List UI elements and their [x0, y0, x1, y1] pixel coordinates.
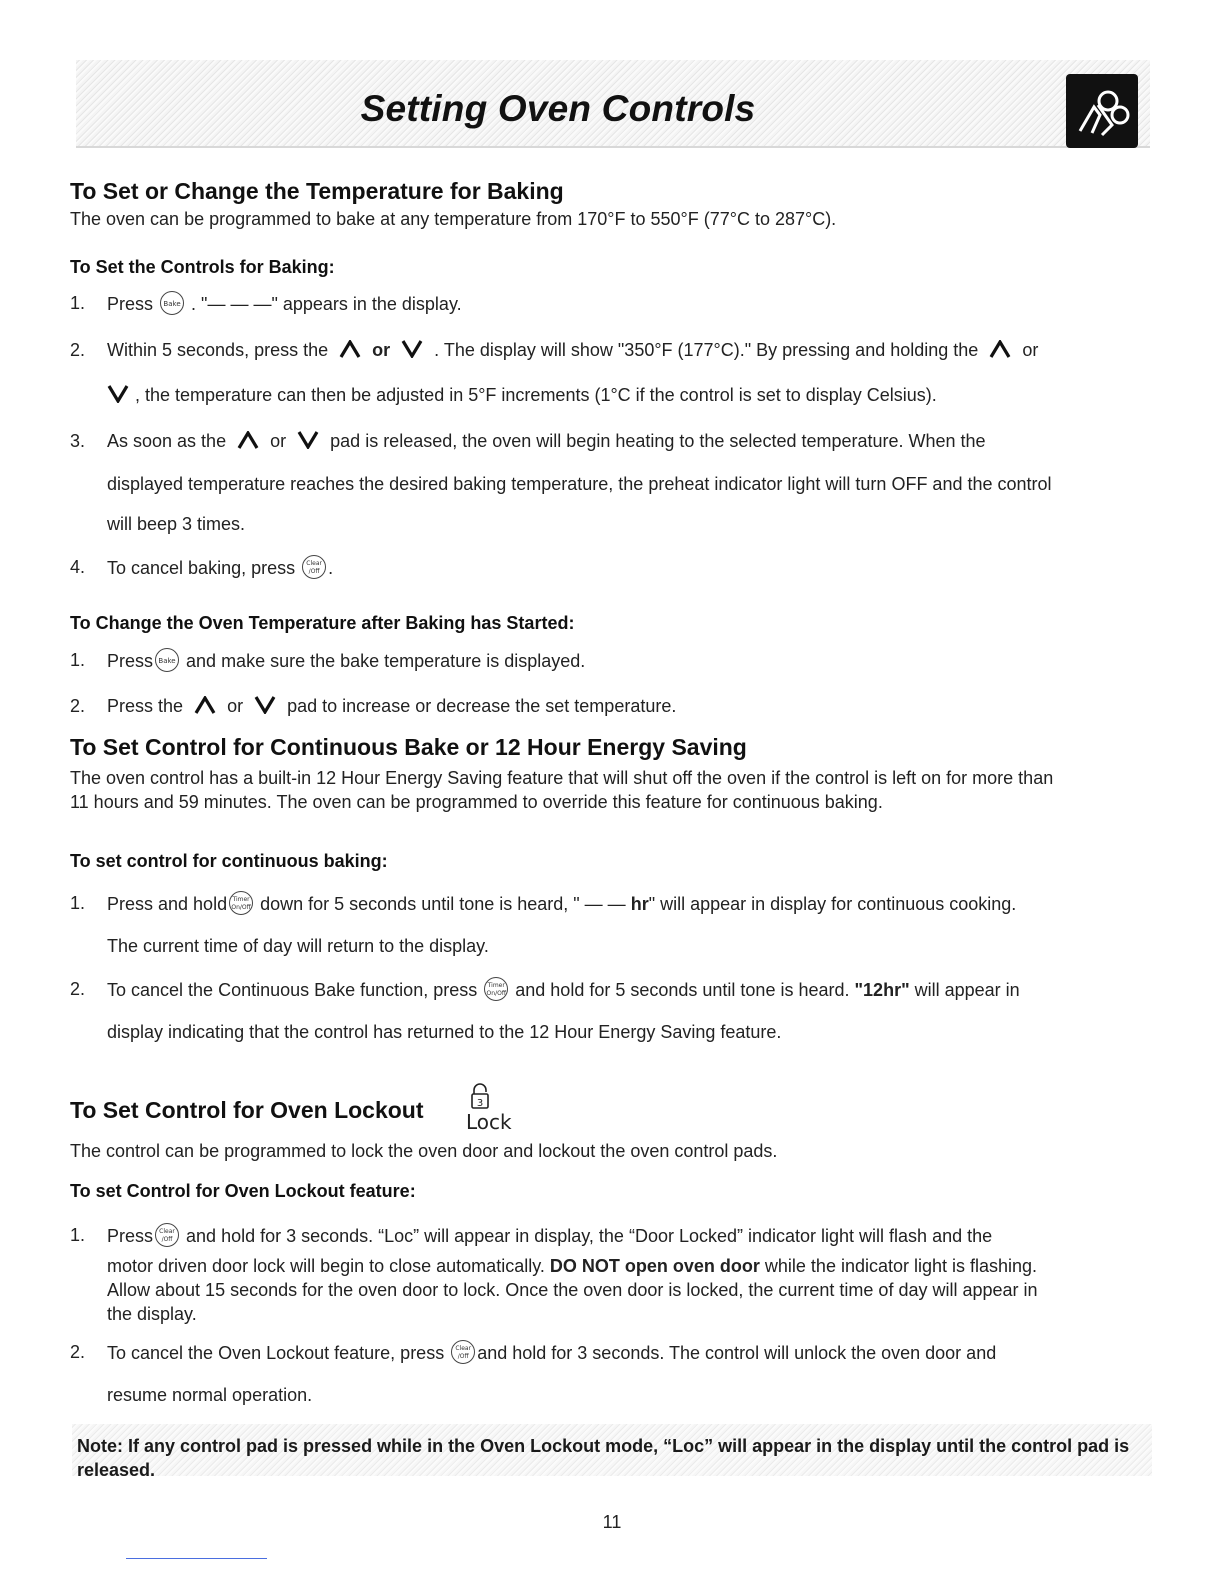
step-number: 2.: [70, 340, 86, 360]
up-arrow-icon: [194, 696, 216, 714]
page-number: 11: [602, 1512, 622, 1532]
step-number: 3.: [70, 431, 86, 451]
step-number: 1.: [70, 1225, 86, 1245]
step-text: Press the or pad to increase or decrease the set temperature.: [107, 696, 677, 716]
step-text: To cancel baking, press Clear /Off .: [107, 557, 333, 581]
section-intro: 11 hours and 59 minutes. The oven can be programmed to override this feature for continuous baking.: [70, 792, 883, 812]
down-arrow-icon: [107, 385, 129, 403]
step-text: Press Clear /Off and hold for 3 seconds. “Loc” will appear in display, the “Door Locked” indicator light will flash and the: [107, 1225, 992, 1249]
step-text-continued: , the temperature can then be adjusted in 5°F increments (1°C if the control is set to display Celsius).: [107, 385, 937, 406]
section-heading-baking: To Set or Change the Temperature for Baking: [70, 178, 564, 204]
step-number: 1.: [70, 650, 86, 670]
clear-off-pad-icon: Clear /Off: [451, 1340, 475, 1364]
step-text-continued: The current time of day will return to the display.: [107, 936, 489, 956]
section-intro: The oven control has a built-in 12 Hour Energy Saving feature that will shut off the oven if the control is left on for more than: [70, 768, 1054, 788]
step-text-continued: the display.: [107, 1304, 197, 1324]
step-text-continued: motor driven door lock will begin to close automatically. DO NOT open oven door while the indicator light is flashing.: [107, 1256, 1038, 1276]
step-number: 2.: [70, 1342, 86, 1362]
step-text-continued: displayed temperature reaches the desired baking temperature, the preheat indicator light will turn OFF and the control: [107, 474, 1052, 494]
step-text: Within 5 seconds, press the or . The display will show "350°F (177°C)." By pressing and holding the or: [107, 340, 1039, 360]
step-number: 4.: [70, 557, 86, 577]
step-text: Press Bake and make sure the bake temperature is displayed.: [107, 650, 585, 674]
note-text: Note: If any control pad is pressed while in the Oven Lockout mode, “Loc” will appear in the display until the control pad is released.: [77, 1436, 1130, 1480]
up-arrow-icon: [237, 431, 259, 449]
step-number: 1.: [70, 293, 86, 313]
step-text-continued: display indicating that the control has returned to the 12 Hour Energy Saving feature.: [107, 1022, 782, 1042]
clear-off-pad-icon: Clear /Off: [302, 555, 326, 579]
subheading: To Change the Oven Temperature after Baking has Started:: [70, 613, 575, 633]
up-arrow-icon: [989, 340, 1011, 358]
timer-pad-icon: Timer On/Off: [484, 977, 508, 1001]
step-text-continued: will beep 3 times.: [107, 514, 246, 534]
clear-off-pad-icon: Clear /Off: [155, 1223, 179, 1247]
subheading: To set Control for Oven Lockout feature:: [70, 1181, 416, 1201]
section-heading-oven-lockout: To Set Control for Oven Lockout: [70, 1097, 424, 1123]
step-number: 1.: [70, 893, 86, 913]
step-number: 2.: [70, 696, 86, 716]
bake-pad-icon: Bake: [160, 291, 184, 315]
section-heading-continuous-bake: To Set Control for Continuous Bake or 12 Hour Energy Saving: [70, 734, 747, 760]
step-text: Press Bake . "— — —" appears in the display.: [107, 293, 462, 317]
down-arrow-icon: [254, 696, 276, 714]
step-text-continued: Allow about 15 seconds for the oven door to lock. Once the oven door is locked, the current time of day will appear in: [107, 1280, 1038, 1300]
timer-pad-icon: Timer On/Off: [229, 891, 253, 915]
subheading: To Set the Controls for Baking:: [70, 257, 335, 277]
bake-pad-icon: Bake: [155, 648, 179, 672]
page-title: Setting Oven Controls: [360, 88, 756, 129]
section-intro: The control can be programmed to lock the oven door and lockout the oven control pads.: [70, 1141, 778, 1161]
up-arrow-icon: [339, 340, 361, 358]
down-arrow-icon: [297, 431, 319, 449]
subheading: To set control for continuous baking:: [70, 851, 388, 871]
step-text: To cancel the Continuous Bake function, press Timer On/Off and hold for 5 seconds until tone is heard. "12hr" will appear in: [107, 979, 1020, 1003]
step-number: 2.: [70, 979, 86, 999]
header-banner: [76, 60, 1150, 148]
step-text: To cancel the Oven Lockout feature, press Clear /Off and hold for 3 seconds. The control will unlock the oven door and: [107, 1342, 996, 1366]
step-text: Press and hold Timer On/Off down for 5 seconds until tone is heard, " — — hr" will appear in display for continuous cooking.: [107, 893, 1016, 917]
svg-text:3: 3: [476, 1098, 484, 1109]
step-text: As soon as the or pad is released, the oven will begin heating to the selected temperature. When the: [107, 431, 986, 451]
section-intro: The oven can be programmed to bake at any temperature from 170°F to 550°F (77°C to 287°C).: [70, 209, 837, 229]
cooking-hands-icon: [1066, 74, 1138, 148]
step-text-continued: resume normal operation.: [107, 1385, 313, 1405]
down-arrow-icon: [401, 340, 423, 358]
lock-label: Lock: [466, 1110, 512, 1134]
footer-divider: [126, 1558, 267, 1559]
